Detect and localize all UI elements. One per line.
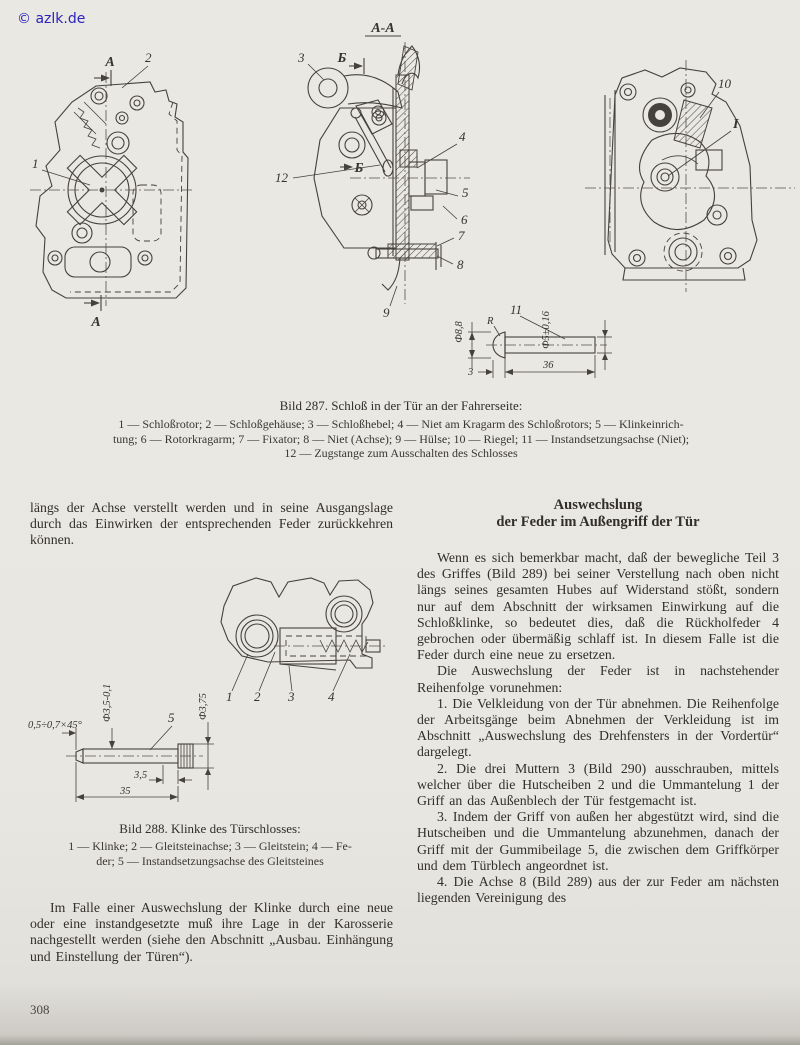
dim-dia375: Ф3,75: [198, 693, 209, 720]
fig288-caption-title: Bild 288. Klinke des Türschlosses:: [119, 821, 301, 836]
dim-35: 35: [120, 786, 131, 797]
part-label-2: 2: [254, 689, 261, 704]
scan-bottom-edge: [0, 1035, 800, 1045]
dim-dia5: Ф5±0,16: [541, 311, 552, 349]
fig288-caption-list: [30, 839, 390, 868]
part-label-4: 4: [328, 689, 335, 704]
right-para1: Wenn es sich bemerkbar macht, daß der bewegliche Teil 3 des Griffes (Bild 289) bei seiner Verstellung nach oben nicht längs seines gesamten Hubes auf Widerstand stößt, sondern nur auf dem Abschnitt der wirksamen Einwirkung auf die Schloßklinke, so bedeutet dies, daß die Rückholfeder 4 gebrochen oder übermäßig schlaff ist. In diesem Falle ist die Feder durch eine neue zu ersetzen.: [417, 550, 779, 663]
fig287-section-view: [275, 21, 470, 320]
part-label-i: I: [733, 117, 739, 132]
right-para4: 2. Die drei Muttern 3 (Bild 290) ausschrauben, mittels welcher über die Hutscheiben 2 und die Ummantelung 1 der Griff an das Außenblech der Tür festgemacht ist.: [417, 760, 779, 809]
part-label-3: 3: [298, 50, 305, 65]
right-para3: 1. Die Velkleidung von der Tür abnehmen. Die Reihenfolge der Arbeitsgänge beim Abnehmen der Verkleidung ist im Abschnitt „Auswechslung des Drehfensters in der Vordertür“ dargelegt.: [417, 695, 779, 760]
part-label-6: 6: [461, 212, 468, 227]
section-heading-line2: der Feder im Außengriff der Tür: [496, 514, 700, 530]
fig287-caption-line2: tung; 6 — Rotorkragarm; 7 — Fixator; 8 — Niet (Achse); 9 — Hülse; 10 — Riegel; 11 — Instandsetzungsachse (Niet);: [112, 431, 690, 446]
dim-3: 3: [468, 367, 474, 378]
fig287-caption-line3: 12 — Zugstange zum Ausschalten des Schlosses: [284, 446, 518, 460]
part-label-2: 2: [145, 50, 152, 65]
fig288-caption-line1: 1 — Klinke; 2 — Gleitsteinachse; 3 — Gleitstein; 4 — Fe-: [68, 839, 352, 853]
part-label-12: 12: [275, 170, 288, 185]
fig288-pin: [28, 684, 214, 802]
dim-36: 36: [543, 360, 554, 371]
part-label-1: 1: [32, 156, 39, 171]
left-para1: längs der Achse verstellt werden und in seine Ausgangslage durch das Einwirken der entsprechenden Feder zurückkehren können.: [30, 500, 393, 548]
fig287-drawing: [0, 0, 800, 392]
part-label-3: 3: [288, 689, 295, 704]
page-number: 308: [30, 1002, 50, 1017]
section-heading: [417, 497, 779, 531]
dim-3-5: 3,5: [134, 770, 148, 781]
section-label-b-top: Б: [337, 51, 347, 66]
left-column-para2-block: [30, 900, 393, 965]
fig287-left-view: [30, 50, 192, 330]
watermark: © azlk.de: [17, 11, 86, 27]
section-title: A-A: [371, 21, 395, 36]
fig287-rivet-detail: [454, 302, 612, 378]
part-label-5: 5: [168, 710, 175, 725]
fig287-caption-list: [50, 417, 752, 461]
fig288-drawing: [28, 570, 390, 815]
right-para5: 3. Indem der Griff von außen her abgestützt wird, sind die Hutscheiben und die Ummantelung abzunehmen, danach der Griff mit der Gummibeilage 5, die zwischen dem Griffkörper und dem Türblech angeordnet ist.: [417, 809, 779, 873]
dim-dia35: Ф3,5-0,1: [102, 683, 113, 722]
section-label-a-bottom: A: [91, 315, 101, 330]
fig287-caption-line1: 1 — Schloßrotor; 2 — Schloßgehäuse; 3 — Schloßhebel; 4 — Niet am Kragarm des Schloßrotors; 5 — Klinkeinrich-: [118, 417, 684, 431]
part-label-8: 8: [457, 257, 464, 272]
fig287-right-view: [585, 60, 795, 292]
right-para6: 4. Die Achse 8 (Bild 289) aus der zur Feder am nächsten liegenden Vereinigung des: [417, 874, 779, 906]
dim-r: R: [487, 316, 494, 327]
section-label-b-mid: Б: [354, 161, 364, 176]
part-label-9: 9: [383, 305, 390, 320]
right-para2: Die Auswechslung der Feder ist in nachstehender Reihenfolge vorunehmen:: [417, 663, 779, 695]
left-column-para1-block: [30, 500, 393, 549]
left-para2: Im Falle einer Auswechslung der Klinke durch eine neue oder eine instandgesetzte muß ihre Lage in der Karosserie nachgestellt werden (siehe den Abschnitt „Ausbau. Einhängung und Einstellung der Türen“).: [30, 900, 393, 964]
dim-dia88: Ф8,8: [454, 321, 465, 343]
part-label-10: 10: [718, 76, 731, 91]
fig288-caption-line2: der; 5 — Instandsetzungsachse des Gleitsteines: [96, 853, 324, 868]
section-label-a-top: A: [105, 55, 115, 70]
fig288-latch: [221, 578, 386, 704]
part-label-4: 4: [459, 129, 466, 144]
section-heading-line1: Auswechslung: [553, 497, 643, 513]
part-label-1: 1: [226, 689, 233, 704]
fig287-caption-title: Bild 287. Schloß in der Tür an der Fahrerseite:: [279, 398, 523, 413]
dim-chamfer: 0,5÷0,7×45°: [28, 720, 82, 731]
part-label-11: 11: [510, 302, 523, 317]
part-label-5: 5: [462, 185, 469, 200]
right-column-text: [417, 550, 779, 906]
part-label-7: 7: [458, 228, 465, 243]
